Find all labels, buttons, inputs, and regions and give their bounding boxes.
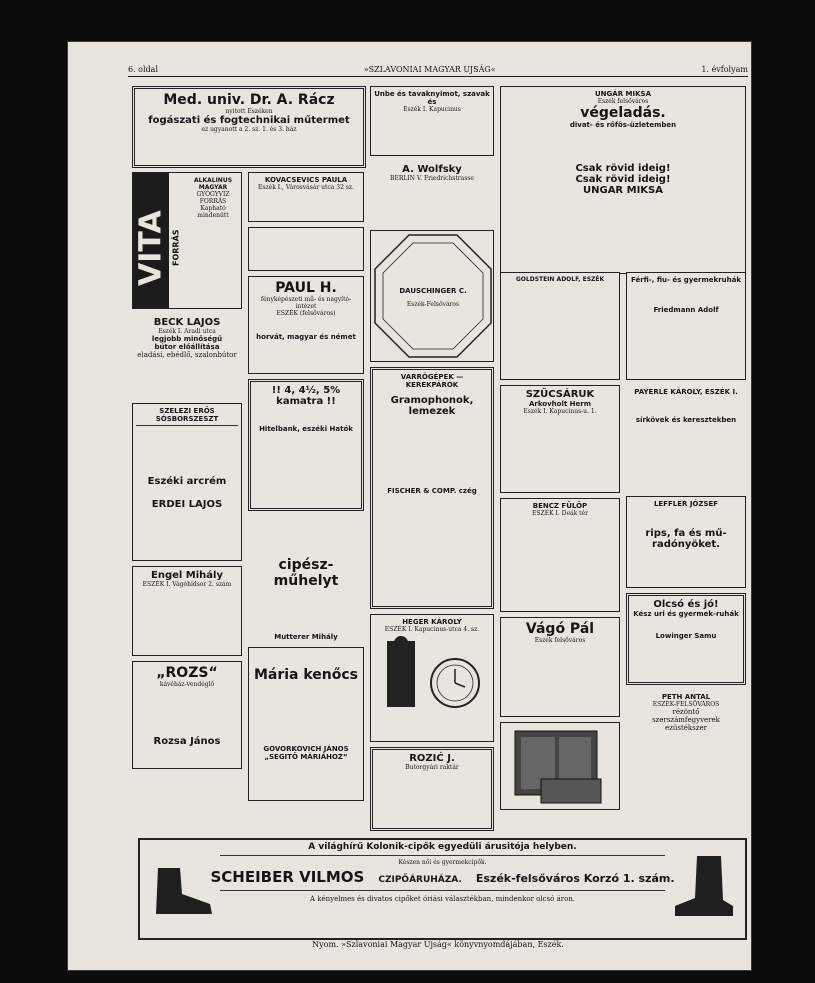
ad-vita bbox=[132, 172, 242, 309]
ad-tojas bbox=[248, 227, 364, 271]
ad-ungar bbox=[500, 86, 746, 274]
column-1a bbox=[132, 172, 242, 774]
ad-peth-line-3: ezüstékszer bbox=[665, 724, 707, 732]
ad-peth-line-2: szerszámfegyverek bbox=[652, 716, 720, 724]
ad-vita-line-3: Kapható mindenütt bbox=[197, 205, 229, 219]
ad-kovacs-sub: Eszék I., Városvásár utca 32 sz. bbox=[258, 184, 354, 191]
ad-rozic-name: ROZIĆ J. bbox=[409, 753, 455, 764]
ad-heger-sub: ESZÉK I. Kapucinus-utca 4. sz. bbox=[384, 626, 480, 633]
ad-vago-sub: Eszék felsőváros bbox=[534, 637, 586, 644]
ad-leffler bbox=[626, 496, 746, 588]
ad-goldstein-name2: Friedmann Adolf bbox=[653, 306, 719, 314]
ad-beck-line-2: bútor előállítása bbox=[154, 343, 220, 351]
ad-goldstein-2 bbox=[626, 272, 746, 380]
ad-szeleczi-name: ERDEI LAJOS bbox=[151, 499, 223, 510]
ad-peth-line-1: rézöntő bbox=[672, 708, 700, 716]
column-3 bbox=[370, 86, 494, 836]
ad-vita-line-1: ALKALINUS MAGYAR bbox=[193, 177, 233, 191]
ad-herm bbox=[500, 385, 620, 493]
ad-ungar-slogan: Csak rövid ideig! bbox=[575, 163, 671, 174]
ad-cipesz-name: Mutterer Mihály bbox=[274, 633, 338, 641]
ad-cipesz-title: cipész-műhelyt bbox=[273, 557, 339, 589]
ad-vita-brand2: FORRÁS bbox=[169, 173, 183, 309]
ad-kovacs-name: KOVACSEVICS PAULA bbox=[264, 176, 348, 184]
ad-vita-brand: VITA bbox=[133, 173, 169, 309]
ad-herm-name: Arkovholt Herm bbox=[528, 400, 592, 408]
column-4 bbox=[500, 86, 746, 279]
ad-wolfsky-name: A. Wolfsky bbox=[402, 164, 462, 175]
ad-peth-name: PETH ANTAL bbox=[661, 693, 711, 701]
ad-beck-line-1: legjobb minőségű bbox=[151, 335, 223, 343]
ad-ungar-name: UNGÁR MIKSA bbox=[595, 90, 651, 98]
ad-paul-name: PAUL H. bbox=[275, 280, 337, 296]
banner-bottom: A kényelmes és divatos cipőket óriási választékban, mindenkor olcsó áron. bbox=[309, 895, 576, 903]
boot-right-icon bbox=[667, 854, 737, 914]
banner-sub: Készen női és gyermekcipők. bbox=[398, 859, 487, 866]
ad-gramofon-name: FISCHER & COMP. czég bbox=[387, 487, 477, 495]
ad-engel bbox=[132, 566, 242, 656]
ad-herm-sub: Eszék I. Kapucinus-u. 1. bbox=[523, 408, 597, 415]
ad-mutato-sub: Hitelbank, eszéki Hatók bbox=[259, 425, 353, 433]
furniture-illustration-icon bbox=[501, 723, 620, 809]
paper-title: »SZLAVONIAI MAGYAR UJSÁG« bbox=[363, 64, 496, 74]
ad-racz-subtitle: fogászati és fogtechnikai műtermet bbox=[148, 115, 350, 126]
ad-peth bbox=[626, 690, 746, 786]
ad-olcso bbox=[626, 593, 746, 685]
column-5 bbox=[626, 272, 746, 791]
ad-furniture bbox=[500, 722, 620, 810]
ad-ungar-info: divat- és rőfös-üzletemben bbox=[569, 121, 677, 129]
ad-gramofon-sub: Gramophonok, lemezek bbox=[390, 395, 474, 417]
ad-gramofon-title: VARRÓGÉPEK — KEREKPÁROK bbox=[400, 373, 464, 389]
ad-paul-city: ESZÉK (felsőváros) bbox=[276, 310, 336, 317]
ad-maria-title: Mária kenőcs bbox=[253, 667, 359, 683]
ad-ungar-sub: Eszék felsőváros bbox=[597, 98, 649, 105]
ad-gramofon bbox=[370, 367, 494, 609]
banner-address: Eszék-felsőváros Korzó 1. szám. bbox=[475, 872, 675, 885]
ad-leffler-name: LEFFLER JÓZSEF bbox=[653, 500, 719, 508]
ad-paul-sub: fényképészeti mű- és nagyító-intézet bbox=[260, 296, 352, 310]
ad-olcso-title: Olcsó és jó! bbox=[653, 599, 719, 610]
page-number: 6. oldal bbox=[128, 64, 158, 74]
ad-dauschinger-name: DAUSCHINGER C. bbox=[399, 287, 467, 295]
ad-vago bbox=[500, 617, 620, 717]
ad-vita-line-2: GYÓGYVIZ FORRÁS bbox=[196, 191, 230, 205]
ad-beck bbox=[132, 314, 242, 398]
ad-rozsa-name: „ROZS“ bbox=[156, 665, 218, 681]
ad-racz-extra: ez ugyanott a 2. sz. 1. és 3. ház bbox=[201, 126, 297, 133]
ad-rozsa-sub: kávéház-vendéglő bbox=[159, 681, 215, 688]
ad-goldstein-sub: Férfi-, fiu- és gyermekruhák bbox=[630, 276, 742, 284]
ad-payerle bbox=[626, 385, 746, 491]
ad-szeleczi bbox=[132, 403, 242, 561]
ad-vago-name: Vágó Pál bbox=[525, 621, 595, 637]
ad-unbe-sub: Eszék I. Kapucinus bbox=[403, 106, 461, 113]
banner-top: A világhírű Kolonik-cipők egyedüli árusitója helyben. bbox=[308, 842, 577, 852]
ad-wolfsky-sub: BERLIN V. Friedrichstrasse bbox=[390, 175, 474, 182]
ad-payerle-sub: sírkövek és keresztekben bbox=[635, 416, 737, 424]
ad-mutato-title: !! 4, 4½, 5% kamatra !! bbox=[271, 385, 341, 407]
ad-dauschinger bbox=[370, 230, 494, 362]
ad-wolfsky bbox=[370, 161, 494, 225]
newspaper-page bbox=[68, 42, 751, 970]
ad-ungar-main: végeladás. bbox=[580, 105, 666, 121]
ad-unbe-title: Unbe és tavaknyimot, szavak és bbox=[374, 90, 490, 106]
ad-olcso-name: Lowinger Samu bbox=[655, 632, 717, 640]
ad-kovacs bbox=[248, 172, 364, 222]
ad-payerle-name: PAYERLE KÁROLY, ESZÉK I. bbox=[634, 388, 738, 396]
ad-benci bbox=[500, 498, 620, 612]
column-4a bbox=[500, 272, 620, 815]
ad-peth-sub: ESZÉK-FELSŐVÁROS bbox=[652, 701, 720, 708]
ad-heger-name: HEGER KÁROLY bbox=[402, 618, 462, 626]
ad-dauschinger-sub: Eszék-Felsőváros bbox=[406, 301, 460, 308]
ad-cipesz bbox=[248, 516, 364, 642]
column-1 bbox=[132, 86, 366, 173]
ad-racz bbox=[132, 86, 366, 168]
ad-beck-name: BECK LAJOS bbox=[153, 317, 221, 328]
ad-beck-line-3: eladási, ebédlő, szalonbútor bbox=[137, 351, 237, 359]
ad-racz-line: nyitott Eszéken bbox=[225, 108, 273, 115]
ad-maria-sub: GOVORKOVICH JÁNOS bbox=[263, 745, 349, 753]
ad-unbe bbox=[370, 86, 494, 156]
ad-goldstein-name: GOLDSTEIN ADOLF, ESZÉK bbox=[515, 276, 605, 283]
ad-rozic-sub: Butorgyári raktár bbox=[405, 764, 459, 771]
ad-ungar-sign: UNGAR MIKSA bbox=[583, 185, 663, 196]
ad-benci-name: BENCZ FÜLÖP bbox=[532, 502, 588, 510]
ad-racz-name: Med. univ. Dr. A. Rácz bbox=[163, 92, 335, 108]
ad-leffler-sub: rips, fa és mű-radónyöket. bbox=[645, 528, 727, 550]
ad-olcso-sub: Kész uri és gyermek-ruhák bbox=[633, 610, 739, 618]
ad-beck-sub: Eszék I. Aradi utca bbox=[158, 328, 216, 335]
ad-rozsa-name2: Rozsa János bbox=[153, 736, 221, 747]
ad-ungar-slogan-2: Csak rövid ideig! bbox=[575, 174, 671, 185]
banner-name: SCHEIBER VILMOS bbox=[210, 868, 365, 886]
ad-scheiber-banner bbox=[138, 838, 747, 940]
ad-szeleczi-title: SZELEZI ERŐS SÓSBORSZESZT bbox=[155, 407, 219, 423]
octagon-frame-icon bbox=[371, 231, 494, 361]
banner-mid: CZIPŐÁRUHÁZA. bbox=[378, 875, 462, 885]
ad-maria-sub2: „SEGITŐ MÁRIÁHOZ“ bbox=[264, 753, 348, 761]
shoe-left-icon bbox=[148, 860, 218, 920]
ad-engel-name: Engel Mihály bbox=[151, 570, 223, 581]
ad-mutato bbox=[248, 379, 364, 511]
ad-rozsa bbox=[132, 661, 242, 769]
issue-date: 1. évfolyam bbox=[701, 64, 748, 74]
page-header bbox=[128, 62, 748, 77]
ad-szeleczi-sub: Eszéki arcrém bbox=[147, 476, 227, 487]
ad-goldstein bbox=[500, 272, 620, 380]
ad-paul-extra: horvát, magyar és német bbox=[256, 333, 356, 341]
ad-heger bbox=[370, 614, 494, 742]
ad-rozic bbox=[370, 747, 494, 831]
printer-footer: Nyom. »Szlavoniai Magyar Ujság« könyvnyomdájában, Eszék. bbox=[312, 940, 564, 949]
ad-paul bbox=[248, 276, 364, 374]
column-2 bbox=[248, 172, 364, 806]
ad-maria bbox=[248, 647, 364, 801]
ad-benci-sub: ESZÉK I. Deák tér bbox=[532, 510, 588, 517]
watch-illustration-icon bbox=[377, 633, 487, 713]
ad-engel-sub: ESZÉK I. Vágóhídsor 2. szám bbox=[142, 581, 232, 588]
ad-herm-title: SZÜCSÁRUK bbox=[525, 389, 595, 400]
